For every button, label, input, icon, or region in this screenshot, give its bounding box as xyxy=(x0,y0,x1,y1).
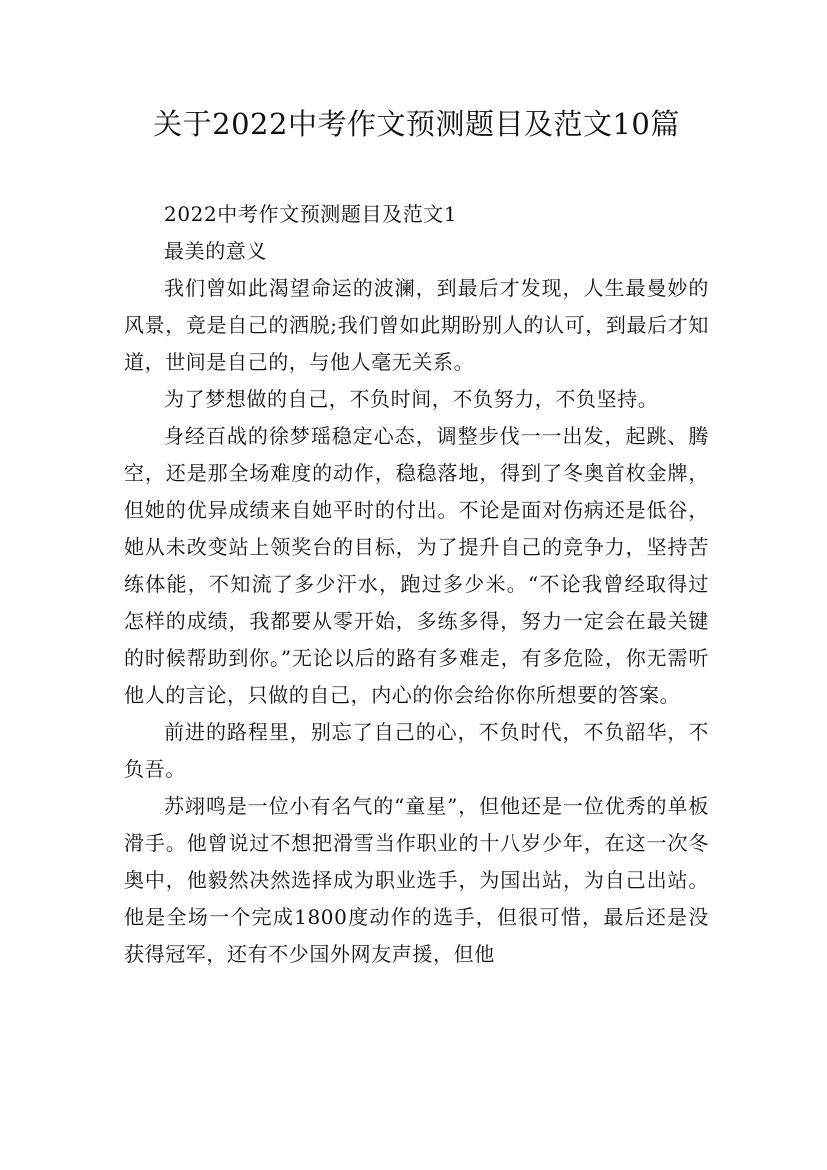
body-paragraph: 为了梦想做的自己，不负时间，不负努力，不负坚持。 xyxy=(164,387,659,411)
body-paragraph: 苏翊鸣是一位小有名气的“童星”，但他还是一位优秀的单板滑手。他曾说过不想把滑雪当作职业的十八岁少年，在这一次冬奥中，他毅然决然选择成为职业选手，为国出站，为自己出站。他是全场一个完成1800度动作的选手，但很可惜，最后还是没获得冠军，还有不少国外网友声援，但他 xyxy=(124,794,709,966)
document-body xyxy=(124,196,709,973)
subtitle-paragraph: 2022中考作文预测题目及范文1 xyxy=(164,202,458,226)
body-paragraph: 我们曾如此渴望命运的波澜，到最后才发现，人生最曼妙的风景，竟是自己的洒脱;我们曾如此期盼别人的认可，到最后才知道，世间是自己的，与他人毫无关系。 xyxy=(124,276,709,374)
document-title: 关于2022中考作文预测题目及范文10篇 xyxy=(153,107,680,141)
body-paragraph: 前进的路程里，别忘了自己的心，不负时代，不负韶华，不负吾。 xyxy=(124,720,709,781)
body-paragraph: 身经百战的徐梦瑶稳定心态，调整步伐一一出发，起跳、腾空，还是那全场难度的动作，稳稳落地，得到了冬奥首枚金牌，但她的优异成绩来自她平时的付出。不论是面对伤病还是低谷，她从未改变站上领奖台的目标，为了提升自己的竞争力，坚持苦练体能，不知流了多少汗水，跑过多少米。“不论我曾经取得过怎样的成绩，我都要从零开始，多练多得，努力一定会在最关键的时候帮助到你。”无论以后的路有多难走，有多危险，你无需听他人的言论，只做的自己，内心的你会给你你所想要的答案。 xyxy=(124,424,709,707)
essay-title-paragraph: 最美的意义 xyxy=(164,239,267,263)
